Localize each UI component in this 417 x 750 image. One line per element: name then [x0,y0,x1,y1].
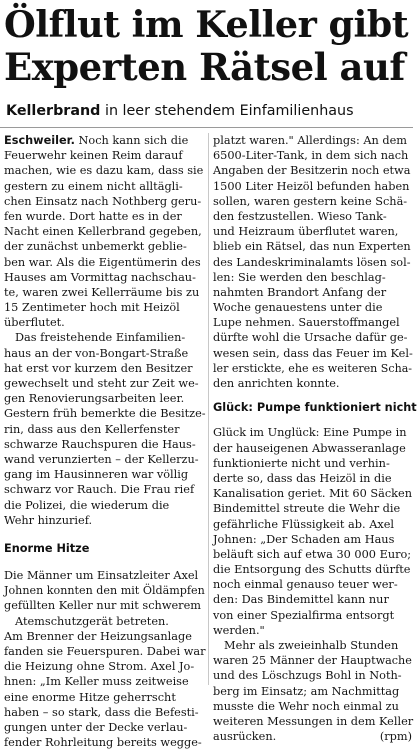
column-divider [208,133,209,685]
text-line: überflutet. [4,316,65,330]
text-line: Die Männer um Einsatzleiter Axel [4,569,199,583]
text-line: 6500-Liter-Tank, in dem sich nach [213,149,409,163]
text-line: gestern zu einem nicht alltägli- [4,179,183,193]
text-line: von einer Spezialfirma entsorgt [213,608,395,622]
text-line: Atemschutzgerät betreten. [15,614,169,628]
text-line: ausrücken. [213,730,277,744]
text-line: werden." [213,623,265,637]
text-line: fender Rohrleitung bereits wegge- [4,736,202,750]
text-line: wesen sein, dass das Feuer im Kel- [213,346,413,360]
text-line: Am Brenner der Heizungsanlage [4,629,192,643]
subheadline [6,102,411,120]
text-line: gefüllten Keller nur mit schwerem [4,599,201,613]
text-line: Feuerwehr keinen Reim darauf [4,149,183,163]
text-line: Nacht einen Kellerbrand gegeben, [4,225,202,239]
text-line: die Entsorgung des Schutts dürfte [213,563,411,577]
article-column-2 [213,133,417,744]
text-line: des Landeskriminalamts lösen sol- [213,255,411,269]
subheadline-rest: in leer stehendem Einfamilienhaus [100,103,354,119]
text-line: gang im Hausinneren war völlig [4,468,189,482]
section-heading: Enorme Hitze [4,541,90,555]
text-line: schwarze Rauchspuren die Haus- [4,437,196,451]
section-heading: Glück: Pumpe funktioniert nicht [213,401,417,415]
text-line: funktionierte nicht und verhin- [213,456,390,470]
text-line: schwarz vor Rauch. Die Frau rief [4,483,195,497]
text-line: wand verunzierten – der Kellerzu- [4,452,199,466]
text-line: platzt waren." Allerdings: An dem [213,134,408,147]
text-line: der zunächst unbemerkt geblie- [4,240,187,254]
headline [4,4,409,88]
text-line: hnen: „Im Keller muss zeitweise [4,675,189,689]
text-line: machen, wie es dazu kam, dass sie [4,164,204,178]
text-line: Eschweiler. Noch kann sich die [4,134,189,147]
text-line: hat erst vor kurzem den Besitzer [4,361,193,375]
text-line: haus an der von-Bongart-Straße [4,346,189,360]
header-divider [0,127,413,128]
text-line: len: Sie werden den beschlag- [213,270,386,284]
text-line: te, waren zwei Kellerräume bis zu [4,285,200,299]
text-line: Hauses am Vormittag nachschau- [4,270,196,284]
text-line: den anrichten konnte. [213,377,340,390]
text-line: beläuft sich auf etwa 30 000 Euro; [213,547,412,561]
text-line: Woche genauestens unter die [213,301,383,315]
text-line: musste die Wehr noch einmal zu [213,699,399,713]
text-line: Mehr als zweieinhalb Stunden [224,639,399,653]
text-line: 15 Zentimeter hoch mit Heizöl [4,301,180,315]
text-line: weiteren Messungen in dem Keller [213,714,414,728]
text-line: Glück im Unglück: Eine Pumpe in [213,426,407,440]
byline: (rpm) [379,730,412,744]
text-line: den: Das Bindemittel kann nur [213,593,389,607]
headline-line-1: Ölflut im Keller gibt [4,3,409,46]
text-line: sollen, waren gestern keine Schä- [213,194,408,208]
text-line: gen Renovierungsarbeiten leer. [4,392,185,406]
subheadline-keyword: Kellerbrand [6,103,101,119]
text-line: gefährliche Flüssigkeit ab. Axel [213,517,395,531]
text-line: der hauseigenen Abwasseranlage [213,441,406,455]
text-line: Bindemittel streute die Wehr die [213,502,401,516]
text-line: haben – so stark, dass die Befesti- [4,705,199,719]
text-line-last [213,729,412,744]
text-line: nahmten Brandort Anfang der [213,285,387,299]
text-line: fanden sie Feuerspuren. Dabei war [4,645,206,659]
text-line: ler erstickte, ehe es weiteren Scha- [213,361,413,375]
text-line: gungen unter der Decke verlau- [4,720,188,734]
dateline: Eschweiler. [4,134,75,147]
text-line: blieb ein Rätsel, das nun Experten [213,240,411,254]
text-line: Kanalisation geriet. Mit 60 Säcken [213,487,412,501]
text-line: und Heizraum überflutet waren, [213,225,399,239]
text-line: die Polizei, die wiederum die [4,498,170,512]
text-line: und des Löschzugs Bohl in Noth- [213,669,402,683]
text-line: Lupe nehmen. Sauerstoffmangel [213,316,400,330]
text-line: Gestern früh bemerkte die Besitze- [4,407,206,421]
headline-line-2: Experten Rätsel auf [4,45,405,89]
text-line: dürfte wohl die Ursache dafür ge- [213,331,408,345]
text-line: eine enorme Hitze geherrscht [4,690,176,704]
text-line: noch einmal genauso teuer wer- [213,578,398,592]
text-line: den festzustellen. Wieso Tank- [213,209,387,223]
article-column-1 [4,133,205,750]
text-line: ben war. Als die Eigentümerin des [4,255,201,269]
text-line: Johnen konnten den mit Öldämpfen [4,584,205,598]
text-line: chen Einsatz nach Nothberg geru- [4,194,202,208]
text-line: Angaben der Besitzerin noch etwa [213,164,411,178]
text-line: Johnen: „Der Schaden am Haus [213,532,395,546]
text-line: 1500 Liter Heizöl befunden haben [213,179,410,193]
text-line: rin, dass aus den Kellerfenster [4,422,180,436]
text-line: die Heizung ohne Strom. Axel Jo- [4,660,195,674]
text-line: waren 25 Männer der Hauptwache [213,654,412,668]
text-line: derte so, dass das Heizöl in die [213,471,392,485]
text-line: gewechselt und steht zur Zeit we- [4,377,199,390]
text-line: fen wurde. Dort hatte es in der [4,209,182,223]
text-line: Das freistehende Einfamilien- [15,331,186,345]
text-line: Wehr hinzurief. [4,513,93,527]
text-line: berg im Einsatz; am Nachmittag [213,684,400,698]
